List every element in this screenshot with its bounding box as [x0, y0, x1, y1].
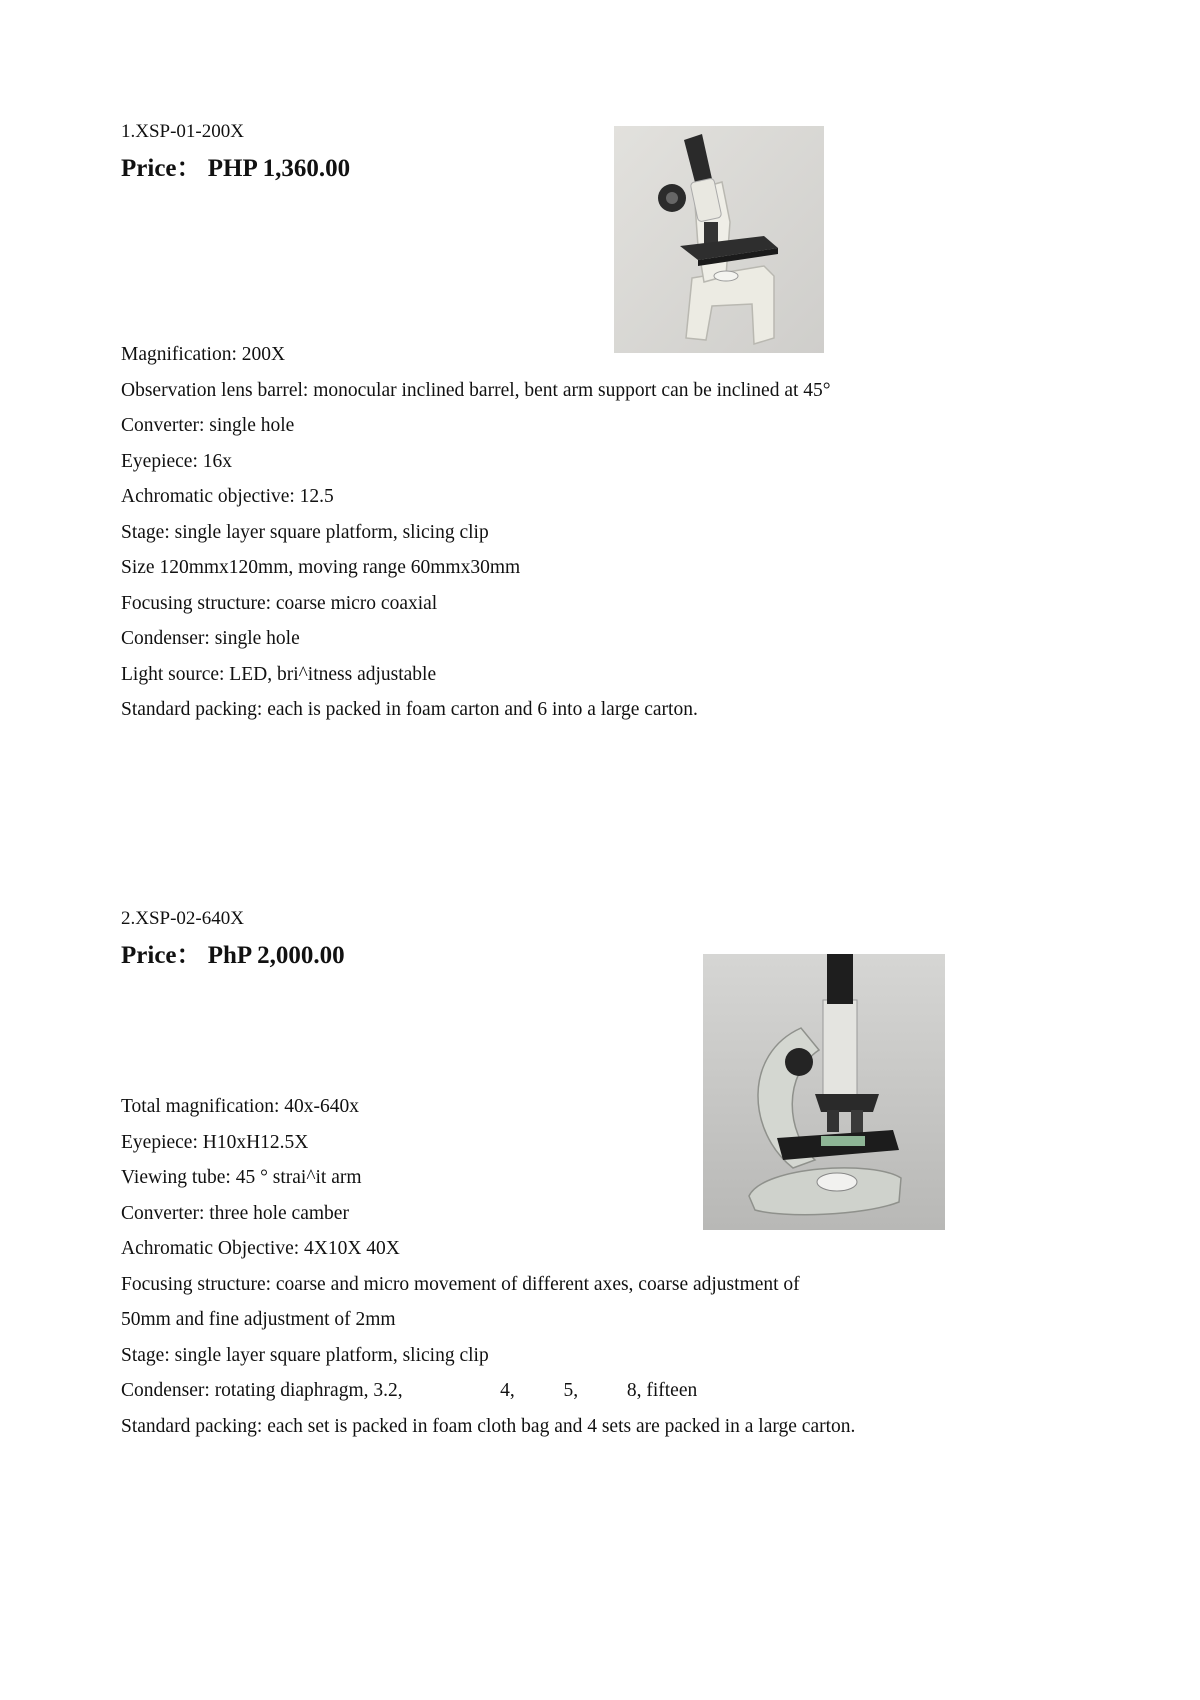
- product-1-spec-list: [121, 337, 831, 728]
- spec-line: Size 120mmx120mm, moving range 60mmx30mm: [121, 557, 521, 578]
- spec-line: Eyepiece: 16x: [121, 450, 232, 472]
- spec-line: Total magnification: 40x-640x: [121, 1096, 359, 1117]
- spec-line: Achromatic objective: 12.5: [121, 486, 334, 507]
- spec-line: Eyepiece: H10xH12.5X: [121, 1131, 309, 1153]
- spec-line: Stage: single layer square platform, slicing clip: [121, 1344, 489, 1366]
- spec-line: Standard packing: each set is packed in foam cloth bag and 4 sets are packed in a large carton.: [121, 1415, 856, 1437]
- spec-line: Converter: single hole: [121, 415, 295, 436]
- spec-line: Light source: LED, bri^itness adjustable: [121, 663, 437, 685]
- product-1-model: 1.XSP-01-200X: [121, 121, 244, 142]
- spec-line: Viewing tube: 45 ° strai^it arm: [121, 1167, 362, 1188]
- spec-line: 50mm and fine adjustment of 2mm: [121, 1309, 396, 1330]
- product-2-model: 2.XSP-02-640X: [121, 908, 244, 929]
- spec-line: Condenser: single hole: [121, 628, 300, 649]
- product-2-spec-list: [121, 1089, 855, 1444]
- spec-line: Achromatic Objective: 4X10X 40X: [121, 1238, 400, 1259]
- product-1-price: Price： PHP 1,360.00: [121, 155, 351, 182]
- spec-line: Focusing structure: coarse and micro movement of different axes, coarse adjustment of: [121, 1273, 800, 1295]
- product-2-price: Price： PhP 2,000.00: [121, 942, 345, 969]
- spec-line: Focusing structure: coarse micro coaxial: [121, 592, 438, 614]
- spec-line: Condenser: rotating diaphragm, 3.2, 4, 5, 8, fifteen: [121, 1380, 698, 1401]
- spec-line: Observation lens barrel: monocular inclined barrel, bent arm support can be inclined at 45°: [121, 379, 831, 401]
- spec-line: Converter: three hole camber: [121, 1202, 349, 1224]
- spec-line: Stage: single layer square platform, slicing clip: [121, 521, 489, 543]
- spec-line: Standard packing: each is packed in foam carton and 6 into a large carton.: [121, 699, 698, 720]
- product-1-microscope-photo: [614, 126, 824, 353]
- spec-line: Magnification: 200X: [121, 344, 286, 365]
